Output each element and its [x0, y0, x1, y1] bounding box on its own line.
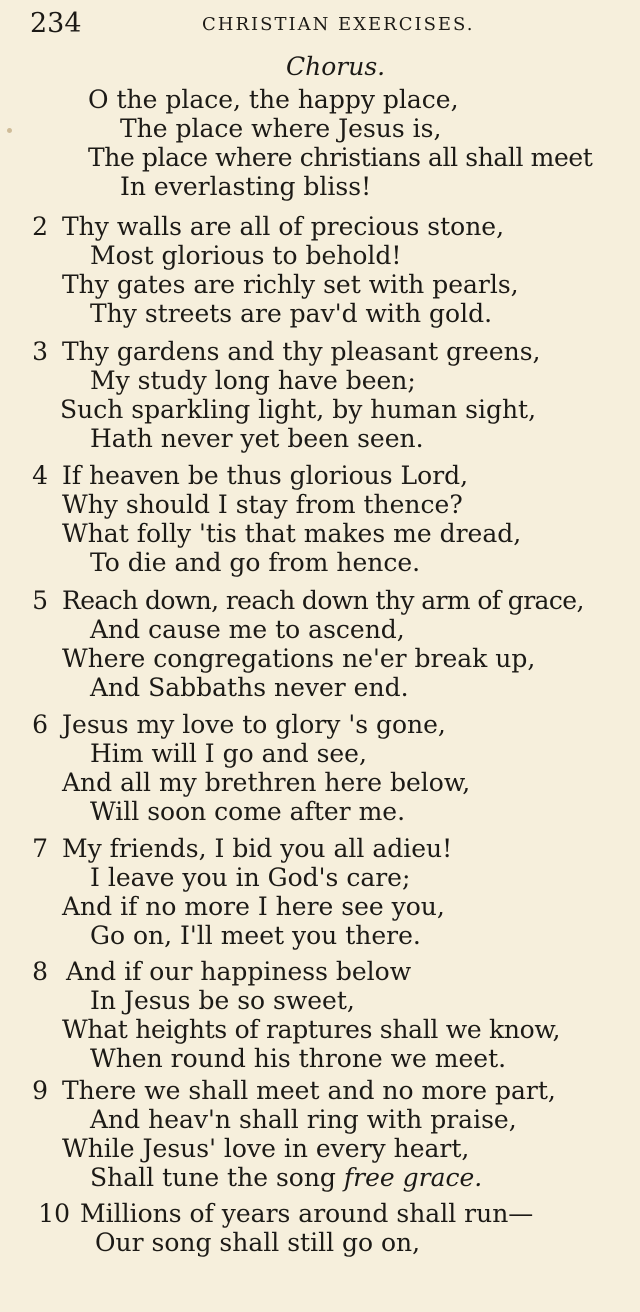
verse-number: 9 — [32, 1076, 48, 1105]
verse-line-text: Shall tune the song — [90, 1163, 336, 1192]
verse-line: What heights of raptures shall we know, — [62, 1015, 561, 1044]
verse-number: 4 — [32, 461, 48, 490]
verse-number: 2 — [32, 212, 48, 241]
verse-number: 5 — [32, 586, 48, 615]
verse-line: To die and go from hence. — [90, 548, 421, 577]
verse-number: 6 — [32, 710, 48, 739]
verse-line — [90, 1163, 482, 1192]
verse-line: Will soon come after me. — [90, 797, 406, 826]
verse-line: And cause me to ascend, — [90, 615, 405, 644]
verse-line: My friends, I bid you all adieu! — [62, 834, 453, 863]
verse-line: In Jesus be so sweet, — [90, 986, 355, 1015]
verse-line: There we shall meet and no more part, — [62, 1076, 556, 1105]
verse-line: What folly 'tis that makes me dread, — [62, 519, 522, 548]
chorus-line: The place where christians all shall meet — [88, 143, 593, 172]
verse-line: Thy streets are pav'd with gold. — [90, 299, 493, 328]
verse-line: Where congregations ne'er break up, — [62, 644, 536, 673]
page-number: 234 — [30, 8, 82, 39]
verse-line: Jesus my love to glory 's gone, — [62, 710, 446, 739]
verse-line: When round his throne we meet. — [90, 1044, 507, 1073]
verse-line: Thy gardens and thy pleasant greens, — [62, 337, 541, 366]
verse-line: I leave you in God's care; — [90, 863, 411, 892]
verse-line: Most glorious to behold! — [90, 241, 402, 270]
free-grace-emphasis: free grace. — [343, 1163, 483, 1192]
verse-line: And if our happiness below — [66, 957, 412, 986]
verse-number: 8 — [32, 957, 48, 986]
running-title: CHRISTIAN EXERCISES. — [202, 14, 475, 35]
chorus-line: The place where Jesus is, — [120, 114, 442, 143]
verse-line: And all my brethren here below, — [62, 768, 471, 797]
verse-line: If heaven be thus glorious Lord, — [62, 461, 469, 490]
verse-line: Thy walls are all of precious stone, — [62, 212, 505, 241]
verse-number: 10 — [38, 1199, 70, 1228]
verse-number: 3 — [32, 337, 48, 366]
verse-line: And if no more I here see you, — [62, 892, 445, 921]
verse-line: Why should I stay from thence? — [62, 490, 463, 519]
verse-line: Reach down, reach down thy arm of grace, — [62, 586, 584, 615]
verse-line: Millions of years around shall run— — [80, 1199, 534, 1228]
verse-line: Our song shall still go on, — [95, 1228, 421, 1257]
paper-blemish — [7, 128, 12, 133]
chorus-heading: Chorus. — [286, 52, 386, 81]
page-header — [30, 8, 630, 40]
verse-number: 7 — [32, 834, 48, 863]
verse-line: Go on, I'll meet you there. — [90, 921, 421, 950]
verse-line: Such sparkling light, by human sight, — [60, 395, 537, 424]
verse-line: And Sabbaths never end. — [90, 673, 409, 702]
chorus-line: In everlasting bliss! — [120, 172, 372, 201]
verse-line: And heav'n shall ring with praise, — [90, 1105, 517, 1134]
chorus-line: O the place, the happy place, — [88, 85, 459, 114]
verse-line: My study long have been; — [90, 366, 416, 395]
verse-line: Hath never yet been seen. — [90, 424, 424, 453]
verse-line: Him will I go and see, — [90, 739, 367, 768]
verse-line: While Jesus' love in every heart, — [62, 1134, 470, 1163]
verse-line: Thy gates are richly set with pearls, — [62, 270, 519, 299]
